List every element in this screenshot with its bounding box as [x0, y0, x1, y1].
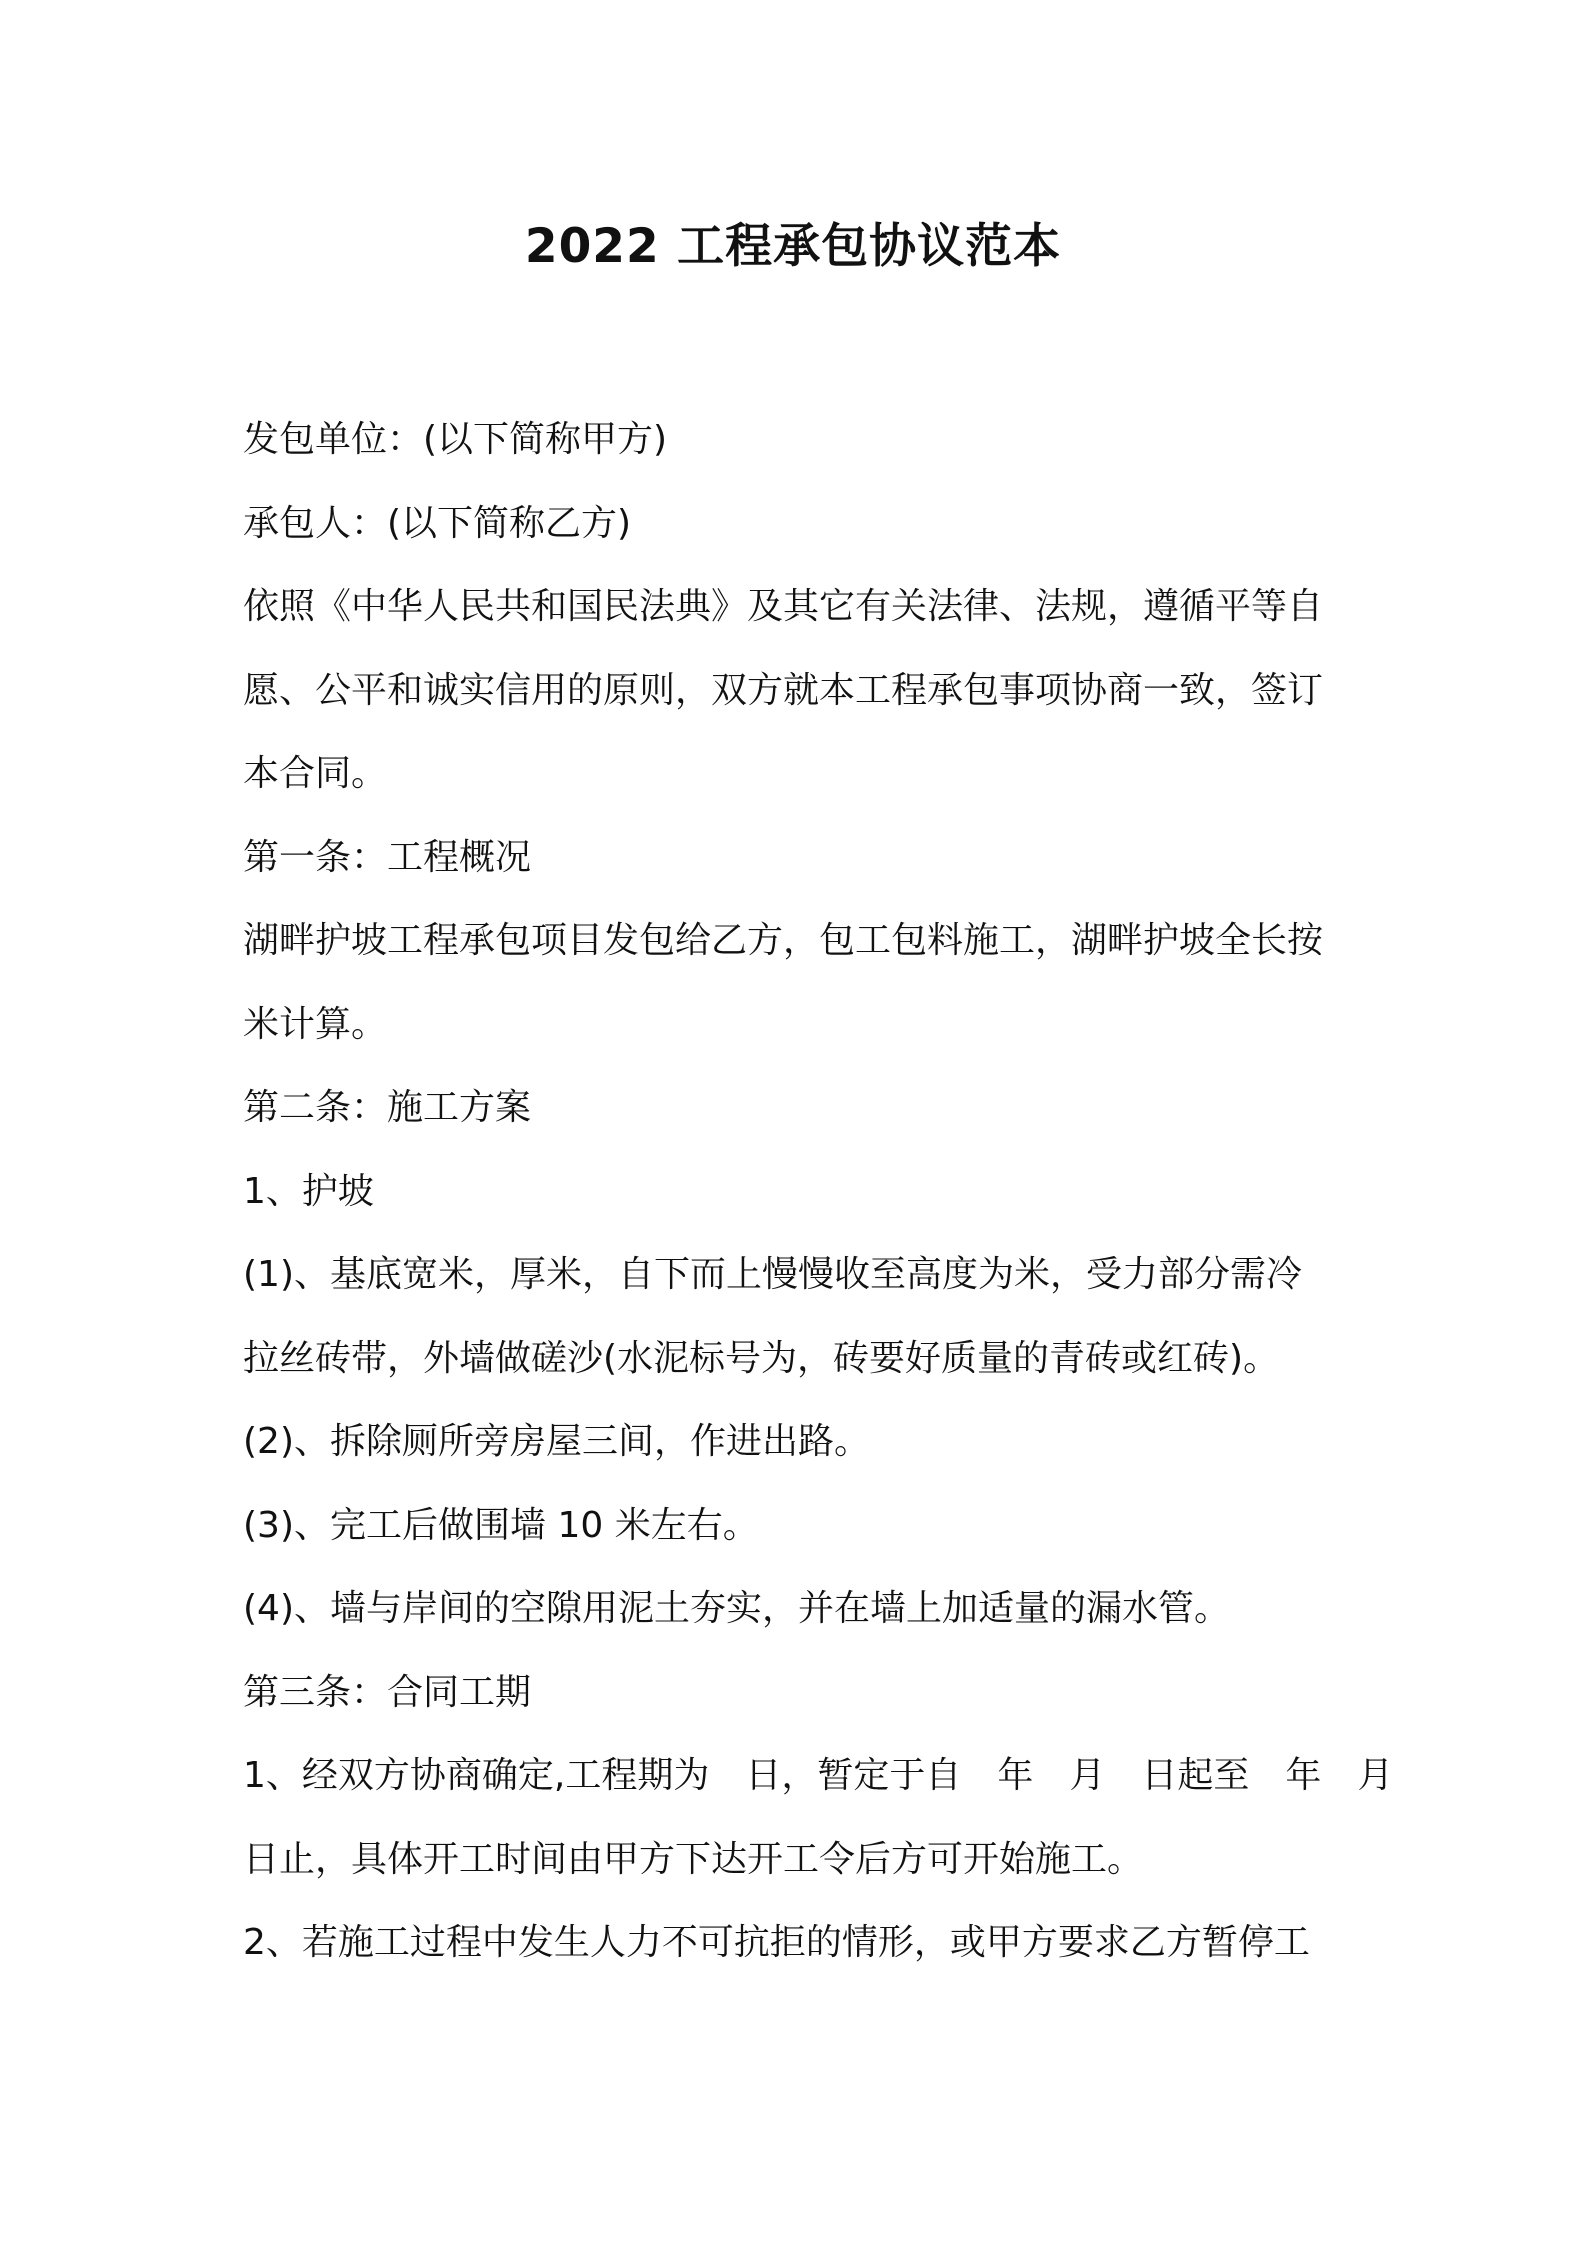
- list-item: (4)、墙与岸间的空隙用泥土夯实，并在墙上加适量的漏水管。: [243, 1588, 1230, 1629]
- paragraph-line: 愿、公平和诚实信用的原则，双方就本工程承包事项协商一致，签订: [243, 669, 1324, 711]
- paragraph-line: 拉丝砖带，外墙做磋沙(水泥标号为，砖要好质量的青砖或红砖)。: [243, 1337, 1280, 1379]
- paragraph-line: 承包人：(以下简称乙方): [243, 502, 632, 544]
- list-item: 2、若施工过程中发生人力不可抗拒的情形，或甲方要求乙方暂停工: [243, 1922, 1310, 1963]
- section-heading: 第一条：工程概况: [243, 836, 532, 878]
- list-item: (3)、完工后做围墙 10 米左右。: [243, 1504, 759, 1546]
- list-item: (2)、拆除厕所旁房屋三间，作进出路。: [243, 1421, 870, 1462]
- section-heading: 第三条：合同工期: [243, 1671, 532, 1713]
- paragraph-line: 米计算。: [243, 1003, 388, 1045]
- section-heading: 第二条：施工方案: [243, 1087, 532, 1128]
- paragraph-line: 湖畔护坡工程承包项目发包给乙方，包工包料施工，湖畔护坡全长按: [243, 920, 1324, 961]
- paragraph-line: 日止，具体开工时间由甲方下达开工令后方可开始施工。: [243, 1838, 1144, 1880]
- paragraph-line: 依照《中华人民共和国民法典》及其它有关法律、法规，遵循平等自: [243, 586, 1324, 627]
- list-item: 1、经双方协商确定,工程期为 日，暂定于自 年 月 日起至 年 月: [243, 1755, 1394, 1796]
- list-item: 1、护坡: [243, 1170, 374, 1212]
- paragraph-line: 发包单位：(以下简称甲方): [243, 419, 668, 460]
- document-body: [243, 398, 1394, 1985]
- paragraph-line: 本合同。: [243, 753, 388, 794]
- list-item: (1)、基底宽米，厚米，自下而上慢慢收至高度为米，受力部分需冷: [243, 1254, 1302, 1295]
- document-title: 2022 工程承包协议范本: [524, 219, 1062, 274]
